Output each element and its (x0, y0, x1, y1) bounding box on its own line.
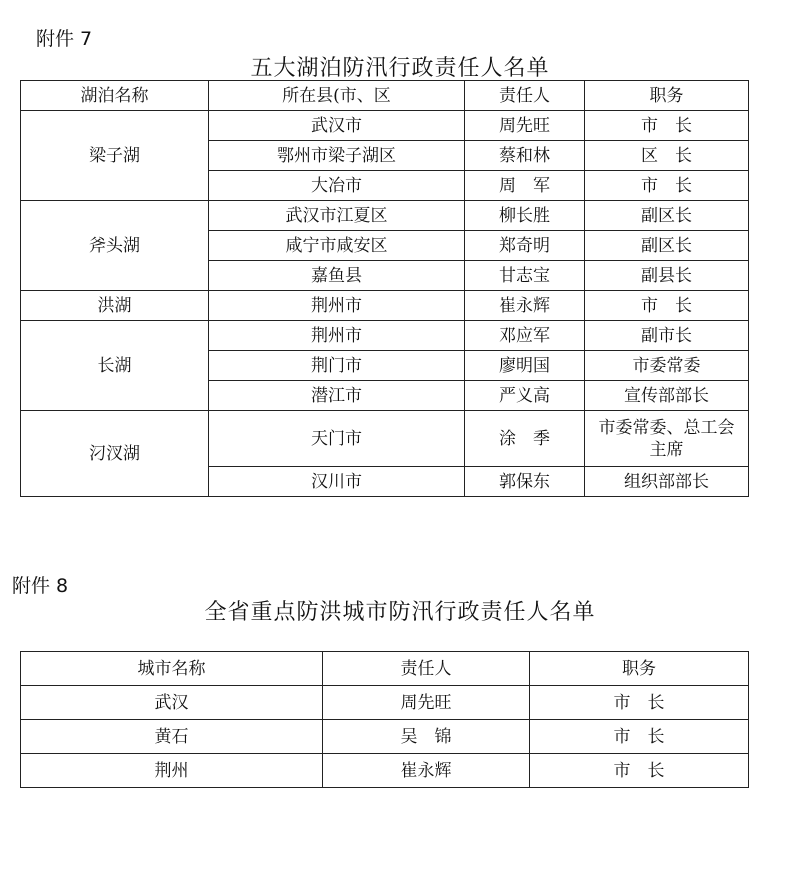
title-cell: 市委常委 (585, 351, 749, 381)
city-responsibility-table (20, 651, 749, 788)
table-row (21, 754, 749, 788)
title-cell: 副县长 (585, 261, 749, 291)
table-row (21, 111, 749, 141)
lake-name: 长湖 (21, 321, 209, 411)
title-cell: 市 长 (530, 686, 749, 720)
header-lake-name: 湖泊名称 (21, 81, 209, 111)
person-cell: 柳长胜 (465, 201, 585, 231)
county-cell: 荆门市 (209, 351, 465, 381)
title-cell: 副区长 (585, 201, 749, 231)
person-cell: 崔永辉 (465, 291, 585, 321)
person-cell: 周先旺 (465, 111, 585, 141)
title-cell: 副市长 (585, 321, 749, 351)
header-title: 职务 (530, 652, 749, 686)
title-cell: 市 长 (530, 720, 749, 754)
annex-8-label: 附件 8 (12, 575, 69, 597)
county-cell: 汉川市 (209, 467, 465, 497)
title-cell: 市 长 (585, 291, 749, 321)
person-cell: 郑奇明 (465, 231, 585, 261)
county-cell: 武汉市 (209, 111, 465, 141)
person-cell: 严义高 (465, 381, 585, 411)
table-row (21, 201, 749, 231)
lake-name: 汈汊湖 (21, 411, 209, 497)
table-row (21, 411, 749, 467)
person-cell: 甘志宝 (465, 261, 585, 291)
county-cell: 潜江市 (209, 381, 465, 411)
header-title: 职务 (585, 81, 749, 111)
table-row (21, 321, 749, 351)
table-row (21, 686, 749, 720)
city-cell: 武汉 (21, 686, 323, 720)
county-cell: 武汉市江夏区 (209, 201, 465, 231)
header-person: 责任人 (323, 652, 530, 686)
title-cell: 组织部部长 (585, 467, 749, 497)
annex-7-title: 五大湖泊防汛行政责任人名单 (250, 56, 550, 81)
table-row (21, 291, 749, 321)
table-header-row (21, 81, 749, 111)
county-cell: 咸宁市咸安区 (209, 231, 465, 261)
county-cell: 天门市 (209, 411, 465, 467)
title-cell: 市 长 (585, 111, 749, 141)
title-cell: 市 长 (585, 171, 749, 201)
lake-name: 斧头湖 (21, 201, 209, 291)
title-cell: 市委常委、总工会主席 (585, 411, 749, 467)
person-cell: 周 军 (465, 171, 585, 201)
county-cell: 嘉鱼县 (209, 261, 465, 291)
annex-7-label: 附件 7 (36, 28, 93, 50)
person-cell: 郭保东 (465, 467, 585, 497)
header-city-name: 城市名称 (21, 652, 323, 686)
annex-8-title: 全省重点防洪城市防汛行政责任人名单 (204, 600, 596, 625)
person-cell: 吴 锦 (323, 720, 530, 754)
person-cell: 周先旺 (323, 686, 530, 720)
county-cell: 大冶市 (209, 171, 465, 201)
header-person: 责任人 (465, 81, 585, 111)
person-cell: 蔡和林 (465, 141, 585, 171)
table-header-row (21, 652, 749, 686)
title-cell: 宣传部部长 (585, 381, 749, 411)
table-row (21, 720, 749, 754)
lake-name: 洪湖 (21, 291, 209, 321)
title-cell: 区 长 (585, 141, 749, 171)
header-county: 所在县(市、区 (209, 81, 465, 111)
person-cell: 涂 季 (465, 411, 585, 467)
person-cell: 邓应军 (465, 321, 585, 351)
county-cell: 鄂州市梁子湖区 (209, 141, 465, 171)
lake-name: 梁子湖 (21, 111, 209, 201)
lake-responsibility-table (20, 80, 749, 497)
title-cell: 副区长 (585, 231, 749, 261)
person-cell: 崔永辉 (323, 754, 530, 788)
city-cell: 黄石 (21, 720, 323, 754)
person-cell: 廖明国 (465, 351, 585, 381)
city-cell: 荆州 (21, 754, 323, 788)
county-cell: 荆州市 (209, 321, 465, 351)
title-cell: 市 长 (530, 754, 749, 788)
county-cell: 荆州市 (209, 291, 465, 321)
